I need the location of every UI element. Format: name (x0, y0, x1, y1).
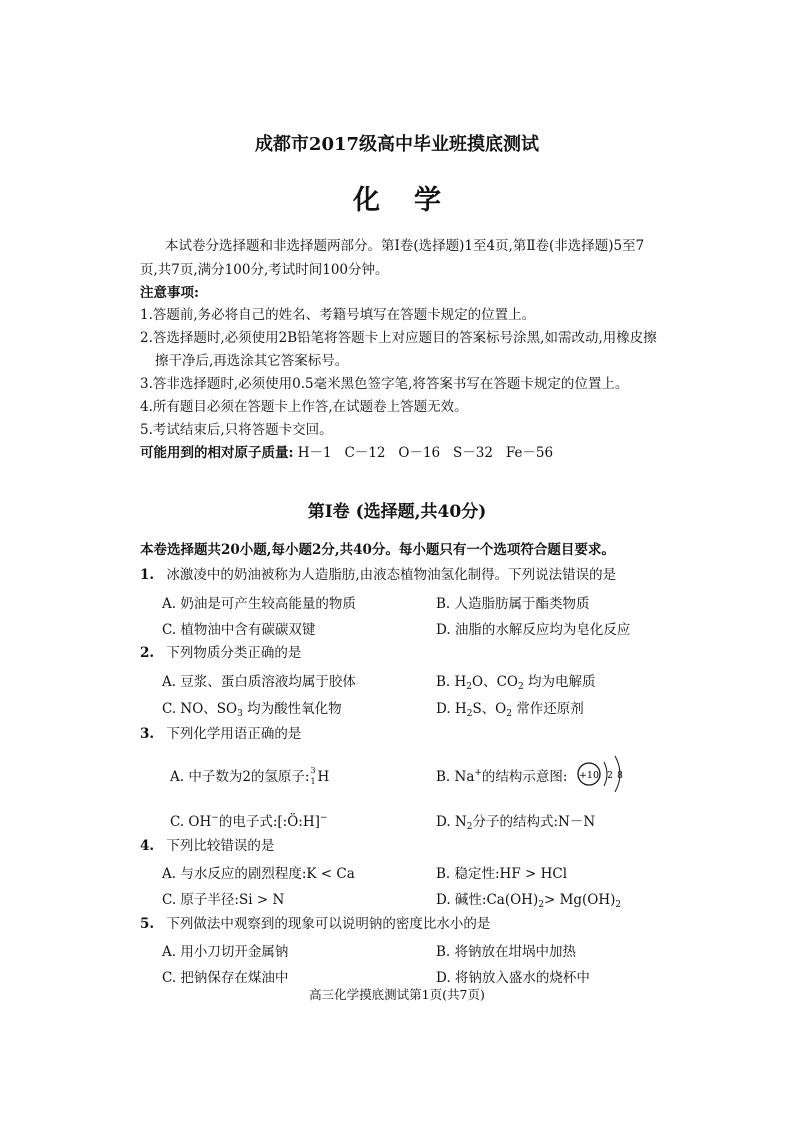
q2-option-c: C. NO、$SO_3$ 均为酸性氧化物 (162, 701, 342, 719)
question-number: 5. (140, 916, 155, 932)
q5-option-d: D. 将钠放入盛水的烧杯中 (436, 970, 590, 986)
note-1: 1.答题前,务必将自己的姓名、考籍号填写在答题卡规定的位置上。 (140, 307, 536, 323)
q1-option-c: C. 植物油中含有碳碳双键 (162, 622, 316, 638)
question-4 (140, 836, 274, 856)
note-5: 5.考试结束后,只将答题卡交回。 (140, 422, 333, 438)
question-stem: 下列物质分类正确的是 (166, 645, 302, 661)
exam-title: 成都市2017级高中毕业班摸底测试 (254, 134, 540, 155)
question-number: 2. (140, 645, 155, 661)
q4-option-b: B. 稳定性:HF > HCl (436, 866, 568, 882)
q2-option-b: B. $H_2O$、$CO_2$ 均为电解质 (436, 674, 596, 692)
question-number: 4. (140, 838, 155, 854)
q1-option-b: B. 人造脂肪属于酯类物质 (436, 596, 590, 612)
note-3: 3.答非选择题时,必须使用0.5毫米黑色签字笔,将答案书写在答题卡规定的位置上。 (140, 376, 629, 392)
question-number: 3. (140, 726, 155, 742)
question-2 (140, 643, 301, 663)
atomic-mass-line (140, 443, 553, 463)
question-stem: 下列做法中观察到的现象可以说明钠的密度比水小的是 (166, 916, 491, 932)
na-ion-structure-diagram (574, 752, 630, 796)
section-heading: 第Ⅰ卷 (选择题,共40分) (307, 502, 487, 522)
note-2-cont: 擦干净后,再选涂其它答案标号。 (155, 353, 349, 369)
q1-option-d: D. 油脂的水解反应均为皂化反应 (436, 622, 631, 638)
q3-option-c: C. OH−的电子式:[:Ö:H]− (170, 813, 328, 830)
section-instructions: 本卷选择题共20小题,每小题2分,共40分。每小题只有一个选项符合题目要求。 (140, 542, 615, 558)
question-3 (140, 724, 301, 744)
note-2: 2.答选择题时,必须使用2B铅笔将答题卡上对应题目的答案标号涂黑,如需改动,用橡皮擦 (140, 330, 657, 346)
q3-option-d: D. $N_2$分子的结构式:N－N (436, 814, 596, 832)
question-stem: 下列比较错误的是 (166, 838, 275, 854)
shell-2-electrons: 8 (617, 771, 623, 781)
q2-option-d: D. $H_2S$、$O_2$ 常作还原剂 (436, 701, 584, 719)
shell-1-electrons: 2 (607, 771, 613, 781)
q2-option-a: A. 豆浆、蛋白质溶液均属于胶体 (162, 674, 356, 690)
intro-line-1: 本试卷分选择题和非选择题两部分。第Ⅰ卷(选择题)1至4页,第Ⅱ卷(非选择题)5至7 (165, 238, 645, 254)
atomic-mass-values: H－1 C－12 O－16 S－32 Fe－56 (297, 445, 554, 461)
q4-option-c: C. 原子半径:Si > N (162, 892, 285, 908)
note-4: 4.所有题目必须在答题卡上作答,在试题卷上答题无效。 (140, 399, 468, 415)
question-5 (140, 914, 490, 934)
q4-option-d: D. 碱性$:Ca(OH)_2> Mg(OH)_2$ (436, 892, 622, 910)
atomic-mass-label: 可能用到的相对原子质量: (140, 445, 294, 461)
q4-option-a: A. 与水反应的剧烈程度:K < Ca (162, 866, 355, 882)
question-stem: 冰激凌中的奶油被称为人造脂肪,由液态植物油氢化制得。下列说法错误的是 (166, 567, 617, 583)
q3-option-a: A. 中子数为2的氢原子: 3 1 H (170, 765, 330, 786)
question-stem: 下列化学用语正确的是 (166, 726, 302, 742)
nucleus-charge: +10 (578, 770, 600, 781)
notes-heading: 注意事项: (140, 285, 199, 301)
q5-option-c: C. 把钠保存在煤油中 (162, 970, 289, 986)
question-number: 1. (140, 567, 155, 583)
intro-line-2: 页,共7页,满分100分,考试时间100分钟。 (140, 262, 389, 278)
question-1 (140, 565, 616, 585)
q5-option-a: A. 用小刀切开金属钠 (162, 944, 289, 960)
page-footer: 高三化学摸底测试第1页(共7页) (309, 987, 485, 1002)
q1-option-a: A. 奶油是可产生较高能量的物质 (162, 596, 356, 612)
q3-option-b: B. Na+的结构示意图: (436, 768, 568, 785)
q5-option-b: B. 将钠放在坩埚中加热 (436, 944, 577, 960)
exam-subject: 化学 (353, 185, 475, 216)
